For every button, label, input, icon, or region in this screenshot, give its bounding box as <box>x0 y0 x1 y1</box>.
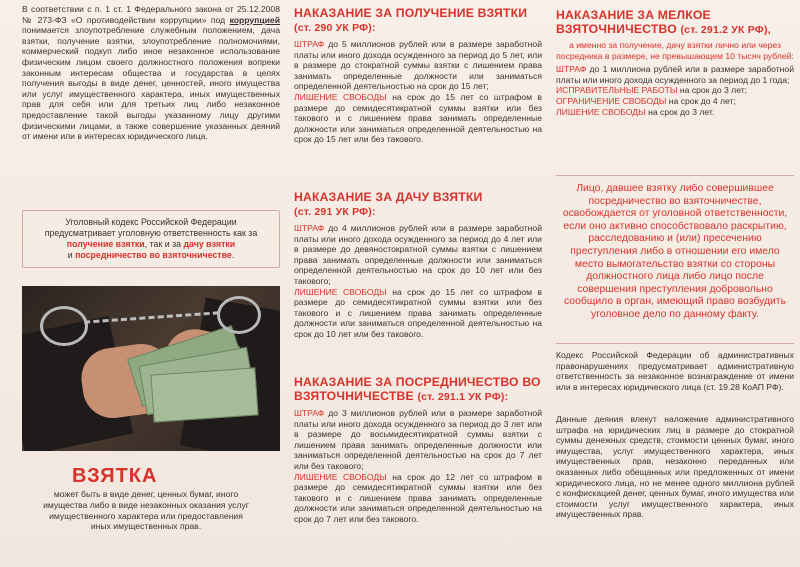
box-intro: Уголовный кодекс Российской Федерации предусматривает уголовную ответственность <box>44 217 237 238</box>
prison-label: ЛИШЕНИЕ СВОБОДЫ <box>294 471 387 482</box>
correctional-label: ИСПРАВИТЕЛЬНЫЕ РАБОТЫ <box>556 85 678 96</box>
mediation-fine <box>294 408 542 472</box>
restriction-label: ОГРАНИЧЕНИЕ СВОБОДЫ <box>556 95 667 106</box>
prison-label: ЛИШЕНИЕ СВОБОДЫ <box>294 91 387 102</box>
receiving-bribe-heading <box>294 6 542 35</box>
definition-text-part1: В соответствии с п. 1 ст. 1 Федерального закона от 25.12.2008 № 273-ФЗ «О противодействии коррупции» под <box>22 4 280 25</box>
box-giving-bribe: дачу взятки <box>183 239 236 249</box>
prison-label: ЛИШЕНИЕ СВОБОДЫ <box>556 106 646 117</box>
section-divider <box>556 175 794 176</box>
petty-bribery-prison <box>556 107 794 118</box>
section-mediation <box>294 375 542 525</box>
petty-bribery-article: (ст. 291.2 УК РФ), <box>680 24 771 36</box>
koap-paragraph-2: Данные деяния влекут наложение административного штрафа на юридических лиц в размере до стократной суммы денежных средств, стоимости ценных бумаг, иного имущества, услуг имущественного характера, иных имущественных прав, незаконно переданных или оказанных либо обещанных или предложенных от имени юридического лица, но не менее одного миллиона рублей с конфискацией денег, ценных бумаг, иного имущества или стоимости услуг имущественного характера, иных имущественных прав. <box>556 414 794 520</box>
fine-text: до 3 миллионов рублей или в размере заработной платы или иного дохода осужденного за период до 3 лет или в размере до восьмидесятикратной суммы взятки с лишением права занимать определенные должности или заниматься определенной деятельностью на срок до 7 лет или без такового; <box>294 408 542 471</box>
box-receiving-bribe: получение взятки <box>66 239 145 249</box>
corruption-term: коррупцией <box>229 14 280 25</box>
receiving-bribe-title: НАКАЗАНИЕ ЗА ПОЛУЧЕНИЕ ВЗЯТКИ <box>294 6 528 20</box>
petty-bribery-fine <box>556 64 794 85</box>
exemption-notice: Лицо, давшее взятку либо совершившее посредничество во взяточничестве, освобождается от уголовной ответственности, если оно активно способствовало раскрытию, расследованию и (или) пресечению преступления либо в отношении его имело место вымогательство взятки со стороны должностного лица либо лицо после совершения преступления добровольно сообщило в орган, имеющий право возбудить уголовное дело по данному факту. <box>562 183 788 320</box>
correctional-text: на срок до 3 лет; <box>677 85 748 96</box>
petty-bribery-restriction <box>556 96 794 107</box>
bribe-description: может быть в виде денег, ценных бумаг, иного имущества либо в виде незаконных оказания услуг имущественного характера или предоставления иных имущественных прав. <box>43 489 249 532</box>
corruption-definition <box>22 4 280 142</box>
left-handcuff <box>40 306 88 346</box>
mediation-prison <box>294 472 542 525</box>
mediation-heading <box>294 375 542 404</box>
giving-bribe-heading <box>294 190 542 219</box>
petty-bribery-title-line1: НАКАЗАНИЕ ЗА МЕЛКОЕ <box>556 8 711 22</box>
giving-bribe-article: (ст. 291 УК РФ): <box>294 206 376 218</box>
mediation-article: (ст. 291.1 УК РФ): <box>417 391 509 403</box>
section-giving-bribe <box>294 190 542 340</box>
box-pre2: и <box>67 250 76 260</box>
petty-bribery-title-line2: ВЗЯТОЧНИЧЕСТВО <box>556 22 677 36</box>
box-end: . <box>231 250 235 260</box>
definition-text-part2: понимается злоупотребление служебным положением, дача взятки, получение взятки, злоупотребление полномочиями, коммерческий подкуп либо иное незаконное использование физическим лицом своего должностного положения вопреки законным интересам общества и государства в целях получения выгоды в виде денег, ценностей, иного имущества или услуг имущественного характера, иных имущественных прав для себя или для третьих лиц либо незаконное предоставление такой выгоды указанному лицу другими физическими лицами, а также совершение указанных деяний от имени или в интересах юридического лица. <box>22 25 280 142</box>
petty-bribery-correctional <box>556 85 794 96</box>
giving-bribe-title: НАКАЗАНИЕ ЗА ДАЧУ ВЗЯТКИ <box>294 190 483 204</box>
koap-paragraph-1: Кодекс Российской Федерации об административных правонарушениях предусматривает административную ответственность за незаконное вознаграждение от имени или в интересах юридического лица (ст. 19.28 КоАП РФ). <box>556 350 794 392</box>
prison-text: на срок до 15 лет со штрафом в размере до семидесятикратной суммы взятки или без такового и с лишением права занимать определенные должности или заниматься определенной деятельностью на срок до 10 лет или без такового. <box>294 286 542 339</box>
prison-label: ЛИШЕНИЕ СВОБОДЫ <box>294 286 387 297</box>
section-divider <box>556 343 794 344</box>
box-mediation: посредничество во взяточничестве <box>75 250 232 260</box>
fine-text: до 5 миллионов рублей или в размере заработной платы или иного дохода осужденного за период до 5 лет, или в размере до стократной суммы взятки с лишением права занимать определенные должности или заниматься определенной деятельностью на срок до 15 лет; <box>294 39 542 92</box>
receiving-bribe-prison <box>294 92 542 145</box>
money-bill <box>150 367 258 422</box>
petty-bribery-subtitle: а именно за получение, дачу взятки лично или через посредника в размере, не превышающем 10 тысяч рублей: <box>556 40 794 61</box>
petty-bribery-heading <box>556 8 794 37</box>
bribe-title: ВЗЯТКА <box>72 465 158 487</box>
criminal-code-box <box>22 210 280 268</box>
prison-text: на срок до 3 лет. <box>645 106 715 117</box>
fine-label: ШТРАФ <box>556 64 587 75</box>
fine-text: до 1 миллиона рублей или в размере заработной платы или иного дохода осужденного за период до 1 года; <box>556 64 794 85</box>
fine-label: ШТРАФ <box>294 223 325 233</box>
handcuffed-hands-photo <box>22 286 280 451</box>
box-pre: как за <box>233 228 258 238</box>
box-mid: , так и за <box>144 239 184 249</box>
section-petty-bribery <box>556 8 794 117</box>
receiving-bribe-fine <box>294 39 542 92</box>
giving-bribe-prison <box>294 287 542 340</box>
fine-label: ШТРАФ <box>294 39 325 49</box>
fine-label: ШТРАФ <box>294 408 325 418</box>
receiving-bribe-article: (ст. 290 УК РФ): <box>294 22 376 34</box>
right-handcuff <box>217 296 261 334</box>
prison-text: на срок до 12 лет со штрафом в размере до семидесятикратной суммы взятки или без такового и с лишением права занимать определенные должности или заниматься определенной деятельностью на срок до 7 лет или без такового. <box>294 471 542 524</box>
fine-text: до 4 миллионов рублей или в размере заработной платы или иного дохода осужденного за период до 4 лет или в размере до девяностократной суммы взятки с лишением права занимать определенные должности или заниматься определенной деятельностью на срок до 10 лет или без такового; <box>294 223 542 286</box>
mediation-title: НАКАЗАНИЕ ЗА ПОСРЕДНИЧЕСТВО ВО ВЗЯТОЧНИЧЕСТВЕ <box>294 375 541 403</box>
restriction-text: на срок до 4 лет; <box>666 95 736 106</box>
prison-text: на срок до 15 лет со штрафом в размере до семидесятикратной суммы взятки или без такового и с лишением права занимать определенные должности или заниматься определенной деятельностью на срок до 15 лет или без такового. <box>294 91 542 145</box>
giving-bribe-fine <box>294 223 542 287</box>
section-receiving-bribe <box>294 6 542 145</box>
